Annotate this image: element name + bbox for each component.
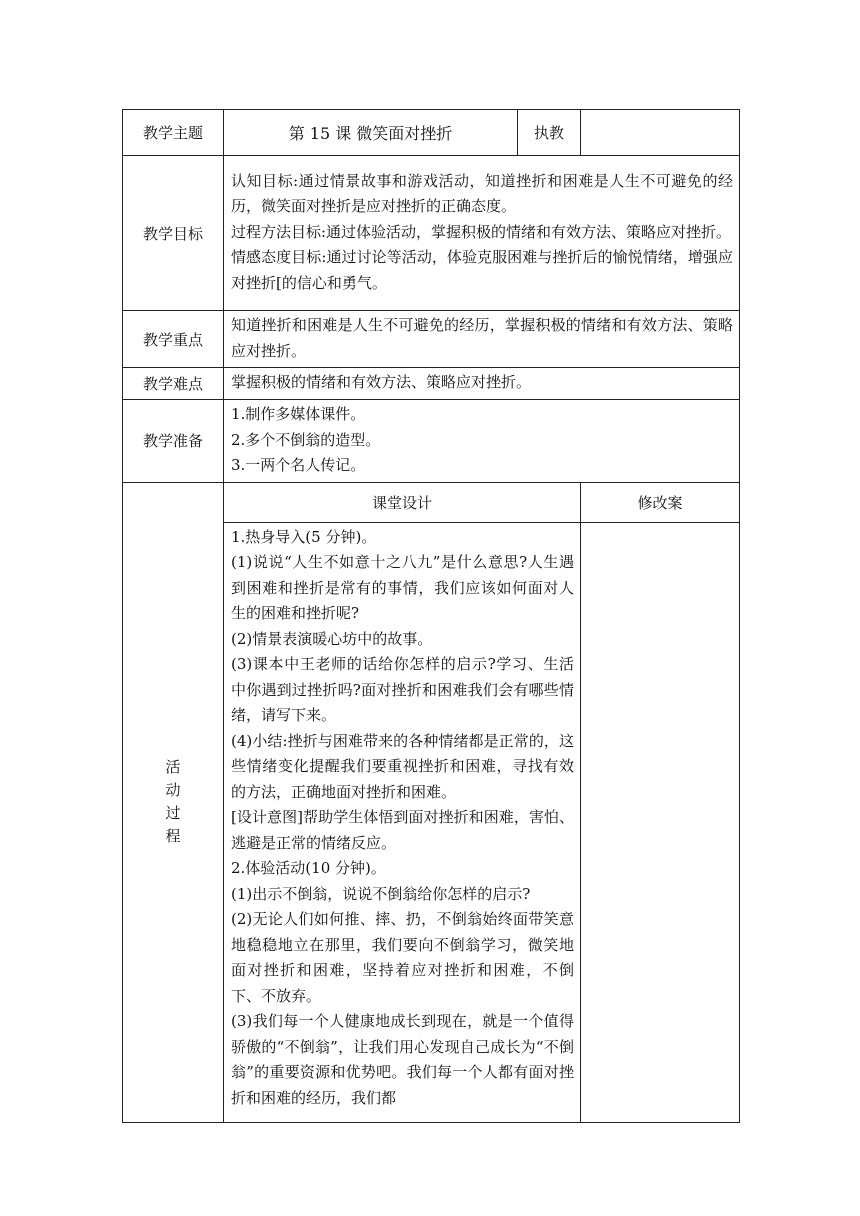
design-paragraph: (3)我们每一个人健康地成长到现在，就是一个值得骄傲的“不倒翁”，让我们用心发现自己成长为“不倒翁”的重要资源和优势吧。我们每一个人都有面对挫折和困难的经历，我们都 bbox=[231, 1012, 574, 1107]
revision-content bbox=[581, 522, 740, 1122]
goals-content bbox=[224, 156, 740, 311]
key-points-row bbox=[123, 311, 740, 368]
lesson-plan-table bbox=[122, 109, 740, 1123]
revision-header: 修改案 bbox=[581, 482, 740, 522]
activity-label-vertical: 活 动 过 程 bbox=[165, 758, 181, 845]
design-paragraph: (1)出示不倒翁，说说不倒翁给你怎样的启示? bbox=[231, 884, 531, 903]
emotional-goal: 情感态度目标:通过讨论等活动，体验克服困难与挫折后的愉悦情绪，增强应对挫折[的信心和勇气。 bbox=[231, 248, 733, 292]
key-points-content: 知道挫折和困难是人生不可避免的经历，掌握积极的情绪和有效方法、策略应对挫折。 bbox=[224, 311, 740, 368]
design-paragraph: (1)说说“人生不如意十之八九”是什么意思?人生遇到困难和挫折是常有的事情，我们应该如何面对人生的困难和挫折呢? bbox=[231, 553, 574, 622]
cognitive-goal: 认知目标:通过情景故事和游戏活动，知道挫折和困难是人生不可避免的经历，微笑面对挫折是应对挫折的正确态度。 bbox=[231, 171, 733, 216]
preparation-content bbox=[224, 400, 740, 483]
difficulties-label: 教学难点 bbox=[123, 368, 224, 400]
design-paragraph: 2.体验活动(10 分钟)。 bbox=[231, 859, 386, 877]
activity-label bbox=[123, 482, 224, 1122]
topic-label: 教学主题 bbox=[123, 110, 224, 156]
difficulties-content: 掌握积极的情绪和有效方法、策略应对挫折。 bbox=[224, 368, 740, 400]
design-header: 课堂设计 bbox=[224, 482, 581, 522]
design-paragraph: (3)课本中王老师的话给你怎样的启示?学习、生活中你遇到过挫折吗?面对挫折和困难我们会有哪些情绪，请写下来。 bbox=[231, 655, 574, 724]
design-paragraph: (4)小结:挫折与困难带来的各种情绪都是正常的，这些情绪变化提醒我们要重视挫折和困难，寻找有效的方法，正确地面对挫折和困难。 bbox=[231, 731, 574, 801]
design-paragraph: 1.热身导入(5 分钟)。 bbox=[231, 527, 377, 546]
preparation-item: 2.多个不倒翁的造型。 bbox=[231, 430, 381, 449]
preparation-item: 3.一两个名人传记。 bbox=[231, 456, 366, 474]
lesson-title: 第 15 课 微笑面对挫折 bbox=[224, 110, 518, 156]
key-points-label: 教学重点 bbox=[123, 311, 224, 368]
preparation-item: 1.制作多媒体课件。 bbox=[231, 405, 366, 423]
teacher-value bbox=[581, 110, 740, 156]
design-paragraph: [设计意图]帮助学生体悟到面对挫折和困难，害怕、逃避是正常的情绪反应。 bbox=[231, 808, 574, 852]
goals-label: 教学目标 bbox=[123, 156, 224, 311]
teacher-label: 执教 bbox=[518, 110, 581, 156]
design-paragraph: (2)无论人们如何推、摔、扔，不倒翁始终面带笑意地稳稳地立在那里，我们要向不倒翁学习，微笑地面对挫折和困难，坚持着应对挫折和困难，不倒下、不放弃。 bbox=[231, 910, 574, 1005]
topic-row bbox=[123, 110, 740, 156]
preparation-label: 教学准备 bbox=[123, 400, 224, 483]
classroom-design-content bbox=[224, 522, 581, 1122]
goals-row bbox=[123, 156, 740, 311]
process-goal: 过程方法目标:通过体验活动，掌握积极的情绪和有效方法、策略应对挫折。 bbox=[231, 222, 732, 241]
design-paragraph: (2)情景表演暖心坊中的故事。 bbox=[231, 629, 433, 648]
activity-header-row bbox=[123, 482, 740, 522]
difficulties-row bbox=[123, 368, 740, 400]
preparation-row bbox=[123, 400, 740, 483]
